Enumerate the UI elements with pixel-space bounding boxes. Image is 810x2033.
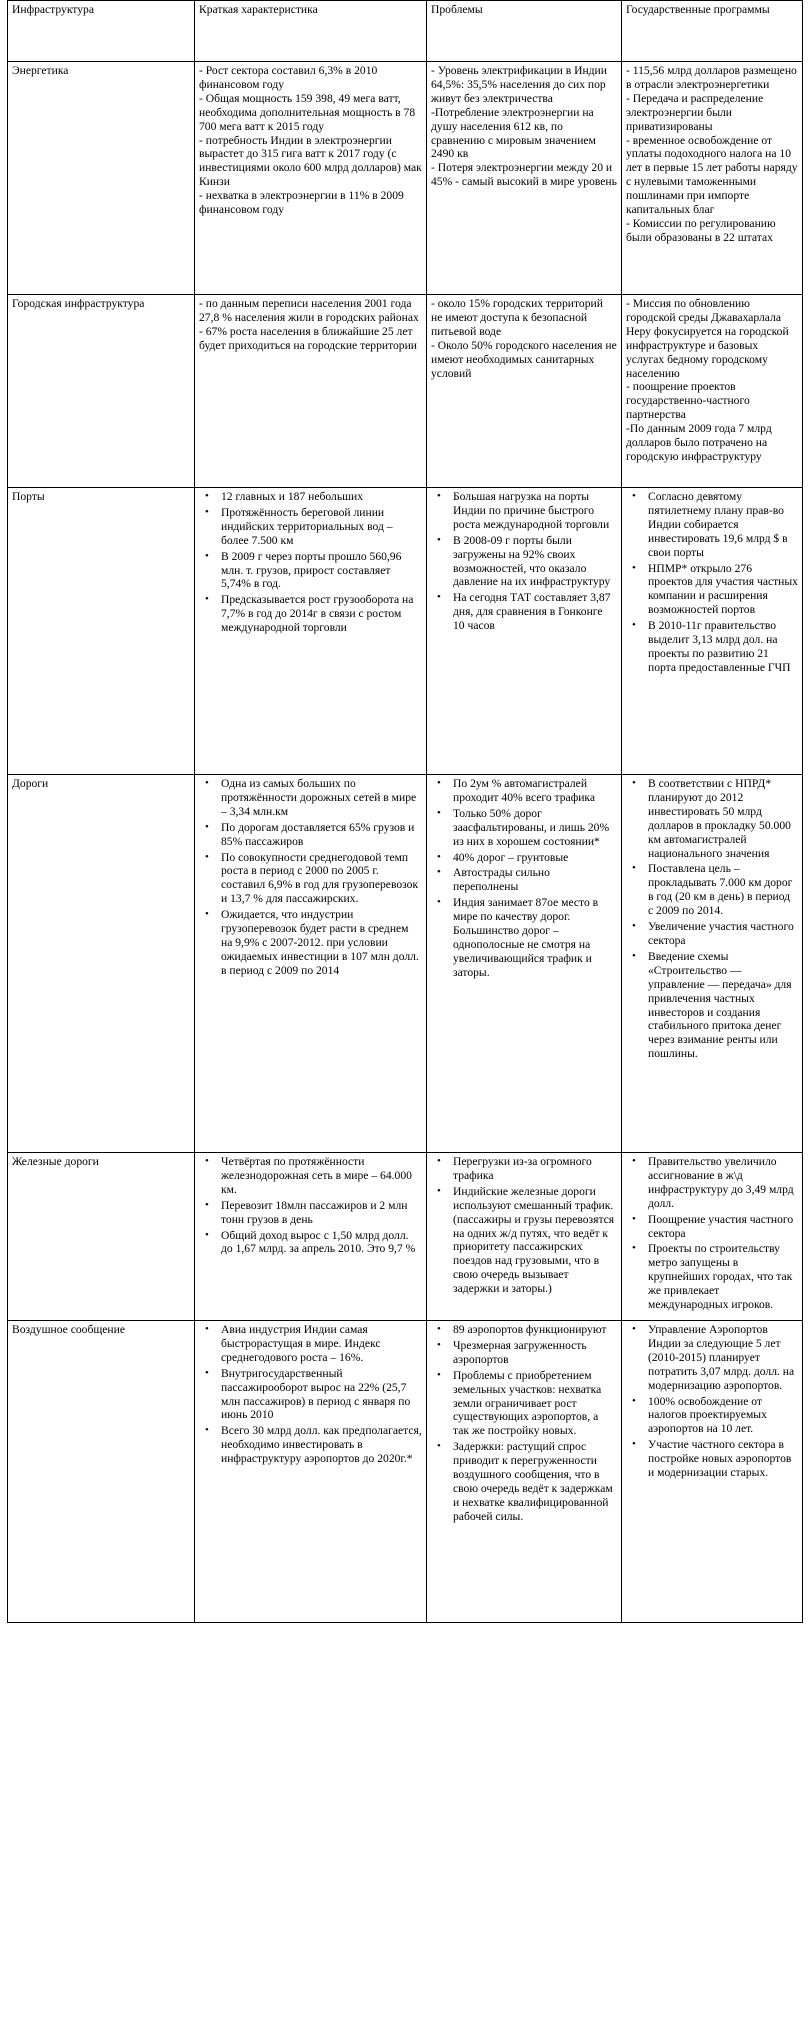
bullet-list — [626, 490, 798, 675]
bullet-list — [199, 1155, 422, 1256]
list-item: • 89 аэропортов функционируют — [453, 1323, 617, 1337]
list-item: • Авиа индустрия Индии самая быстрорастущая в мире. Индекс среднегодового роста – 16%. — [221, 1323, 422, 1365]
header-problems: Проблемы — [427, 1, 622, 62]
list-item: • Задержки: растущий спрос приводит к перегруженности воздушного сообщения, что в свою очередь ведёт к задержкам и нехватке квалифицированной рабочей силы. — [453, 1440, 617, 1523]
bullet-list — [626, 1323, 798, 1480]
list-item: • 100% освобождение от налогов проектируемых аэропортов на 10 лет. — [648, 1395, 798, 1437]
list-item: • Протяжённость береговой линии индийских территориальных вод – более 7.500 км — [221, 506, 422, 548]
list-item: • В 2009 г через порты прошло 560,96 млн. т. грузов, прирост составляет 5,74% в год. — [221, 550, 422, 592]
table-body — [8, 1, 803, 1623]
list-item: • Ожидается, что индустрии грузоперевозок будет расти в среднем на 9,9% с 2007-2012. при условии ожидаемых инвестиции в 107 млн долл. в период с 2009 по 2014 — [221, 908, 422, 978]
list-item: • Всего 30 млрд долл. как предполагается, необходимо инвестировать в инфраструктуру аэропортов до 2020г.* — [221, 1424, 422, 1466]
list-item: • 40% дорог – грунтовые — [453, 851, 617, 865]
category-cell: Воздушное сообщение — [8, 1321, 195, 1623]
list-item: • Проекты по строительству метро запущены в крупнейших городах, что так же привлекает международных игроков. — [648, 1242, 798, 1312]
list-item: • На сегодня ТАТ составляет 3,87 дня, для сравнения в Гонконге 10 часов — [453, 591, 617, 633]
text-line: - 115,56 млрд долларов размещено в отрасли электроэнергетики — [626, 64, 797, 91]
list-item: • Введение схемы «Строительство — управление — передача» для привлечения частных инвесторов и создания стабильного притока денег через взимание ренты или пошлины. — [648, 950, 798, 1061]
category-cell: Энергетика — [8, 62, 195, 295]
bullet-list — [626, 1155, 798, 1312]
text-line: -По данным 2009 года 7 млрд долларов было потрачено на городскую инфраструктуру — [626, 422, 772, 463]
characteristics-cell — [195, 1321, 427, 1623]
list-item: • Предсказывается рост грузооборота на 7,7% в год до 2014г в связи с ростом международной торговли — [221, 593, 422, 635]
list-item: • Перевозит 18млн пассажиров и 2 млн тонн грузов в день — [221, 1199, 422, 1227]
list-item: • В соответствии с НПРД* планируют до 2012 инвестировать 50 млрд долларов в прокладку 50.000 км автомагистралей национального значения — [648, 777, 798, 860]
text-line: - потребность Индии в электроэнергии вырастет до 315 гига ватт к 2017 году (с инвестициями около 600 млрд долларов) мак Кинзи — [199, 133, 422, 189]
list-item: • В 2010-11г правительство выделит 3,13 млрд дол. на проекты по развитию 21 порта предоставленные ГЧП — [648, 619, 798, 675]
text-line: - около 15% городских территорий не имеют доступа к безопасной питьевой воде — [431, 297, 603, 338]
bullet-list — [199, 490, 422, 635]
list-item: • Управление Аэропортов Индии за следующие 5 лет (2010-2015) планирует потратить 3,07 млрд. долл. на модернизацию аэропортов. — [648, 1323, 798, 1393]
problems-cell — [427, 295, 622, 488]
list-item: • Внутригосударственный пассажирооборот вырос на 22% (25,7 млн пассажиров) в период с января по июнь 2010 — [221, 1367, 422, 1423]
list-item: • Перегрузки из-за огромного трафика — [453, 1155, 617, 1183]
text-line: -Потребление электроэнергии на душу населения 612 кв, по сравнению с мировым значением 2490 кв — [431, 105, 596, 161]
programs-cell — [622, 775, 803, 1153]
bullet-list — [199, 777, 422, 978]
table-row — [8, 775, 803, 1153]
infrastructure-table — [7, 0, 803, 1623]
list-item: • Индия занимает 87ое место в мире по качеству дорог. Большинство дорог – однополосные не смотря на увеличивающийся трафик и заторы. — [453, 896, 617, 979]
list-item: • НПМР* открыло 276 проектов для участия частных компании и расширения возможностей портов — [648, 562, 798, 618]
programs-cell — [622, 62, 803, 295]
list-item: • Одна из самых больших по протяжённости дорожных сетей в мире – 3,34 млн.км — [221, 777, 422, 819]
header-infrastructure: Инфраструктура — [8, 1, 195, 62]
list-item: • 12 главных и 187 небольших — [221, 490, 422, 504]
list-item: • Только 50% дорог заасфальтированы, и лишь 20% из них в хорошем состоянии* — [453, 807, 617, 849]
programs-cell — [622, 295, 803, 488]
programs-cell — [622, 1153, 803, 1321]
list-item: • Общий доход вырос с 1,50 млрд долл. до 1,67 млрд. за апрель 2010. Это 9,7 % — [221, 1229, 422, 1257]
problems-cell — [427, 775, 622, 1153]
text-line: - нехватка в электроэнергии в 11% в 2009 финансовом году — [199, 189, 404, 217]
table-row — [8, 1321, 803, 1623]
table-row — [8, 488, 803, 775]
programs-cell — [622, 488, 803, 775]
list-item: • По совокупности среднегодовой темп роста в период с 2000 по 2005 г. составил 6,9% в год для грузоперевозок и 13,7 % для пассажирских. — [221, 851, 422, 907]
table-row — [8, 295, 803, 488]
text-line: - 67% роста населения в ближайшие 25 лет будет приходиться на городские территории — [199, 324, 418, 352]
category-cell: Железные дороги — [8, 1153, 195, 1321]
characteristics-cell — [195, 775, 427, 1153]
problems-cell — [427, 62, 622, 295]
text-line: - Передача и распределение электроэнергии были приватизированы — [626, 91, 764, 133]
problems-cell — [427, 1153, 622, 1321]
text-line: - Рост сектора составил 6,3% в 2010 финансовом году — [199, 64, 378, 91]
bullet-list — [431, 1155, 617, 1296]
list-item: • Поставлена цель – прокладывать 7.000 км дорог в год (20 км в день) в период с 2009 по 2014. — [648, 862, 798, 918]
table-row — [8, 62, 803, 295]
text-line: - Потеря электроэнергии между 20 и 45% - самый высокий в мире уровень — [431, 161, 617, 189]
list-item: • В 2008-09 г порты были загружены на 92% своих возможностей, что оказало давление на их инфраструктуру — [453, 534, 617, 590]
characteristics-cell — [195, 1153, 427, 1321]
category-cell: Дороги — [8, 775, 195, 1153]
text-line: - по данным переписи населения 2001 года 27,8 % населения жили в городских районах — [199, 297, 419, 324]
programs-cell — [622, 1321, 803, 1623]
bullet-list — [199, 1323, 422, 1466]
list-item: • Поощрение участия частного сектора — [648, 1213, 798, 1241]
list-item: • Участие частного сектора в постройке новых аэропортов и модернизации старых. — [648, 1438, 798, 1480]
header-programs: Государственные программы — [622, 1, 803, 62]
characteristics-cell — [195, 295, 427, 488]
text-line: - поощрение проектов государственно-частного партнерства — [626, 380, 750, 422]
list-item: • Чрезмерная загруженность аэропортов — [453, 1339, 617, 1367]
text-line: - Общая мощность 159 398, 49 мега ватт, необходима дополнительная мощность в 78 700 мега ватт к 2015 году — [199, 91, 416, 133]
text-line: - Уровень электрификации в Индии 64,5%: 35,5% населения до сих пор живут без электричества — [431, 64, 607, 105]
characteristics-cell — [195, 62, 427, 295]
list-item: • Согласно девятому пятилетнему плану прав-во Индии собирается инвестировать 19,6 млрд $ в свои порты — [648, 490, 798, 560]
list-item: • Правительство увеличило ассигнование в ж\д инфраструктуру до 3,49 млрд долл. — [648, 1155, 798, 1211]
bullet-list — [431, 1323, 617, 1524]
problems-cell — [427, 1321, 622, 1623]
text-line: - Около 50% городского населения не имеют необходимых санитарных условий — [431, 338, 617, 380]
list-item: • Проблемы с приобретением земельных участков: нехватка земли ограничивает рост существующих аэропортов, а так же постройку новых. — [453, 1369, 617, 1439]
text-line: - временное освобождение от уплаты подоходного налога на 10 лет в первые 15 лет работы наряду с нулевыми таможенными пошлинами при импорте капитальных благ — [626, 133, 798, 217]
category-cell: Порты — [8, 488, 195, 775]
text-line: - Миссия по обновлению городской среды Джавахарлала Неру фокусируется на городской инфраструктуре и базовых услугах бедному городскому населению — [626, 297, 789, 380]
header-characteristics: Краткая характеристика — [195, 1, 427, 62]
problems-cell — [427, 488, 622, 775]
text-line: - Комиссии по регулированию были образованы в 22 штатах — [626, 216, 776, 244]
list-item: • По 2ум % автомагистралей проходит 40% всего трафика — [453, 777, 617, 805]
header-row — [8, 1, 803, 62]
bullet-list — [431, 777, 617, 980]
list-item: • Большая нагрузка на порты Индии по причине быстрого роста международной торговли — [453, 490, 617, 532]
list-item: • По дорогам доставляется 65% грузов и 85% пассажиров — [221, 821, 422, 849]
list-item: • Увеличение участия частного сектора — [648, 920, 798, 948]
characteristics-cell — [195, 488, 427, 775]
list-item: • Индийские железные дороги используют смешанный трафик. (пассажиры и грузы перевозятся на одних ж/д путях, что ведёт к приоритету пассажирских поездов над грузовыми, что в свою очередь вызывает задержки и заторы.) — [453, 1185, 617, 1296]
bullet-list — [626, 777, 798, 1061]
list-item: • Автострады сильно переполнены — [453, 866, 617, 894]
category-cell: Городская инфраструктура — [8, 295, 195, 488]
bullet-list — [431, 490, 617, 633]
list-item: • Четвёртая по протяжённости железнодорожная сеть в мире – 64.000 км. — [221, 1155, 422, 1197]
table-row — [8, 1153, 803, 1321]
